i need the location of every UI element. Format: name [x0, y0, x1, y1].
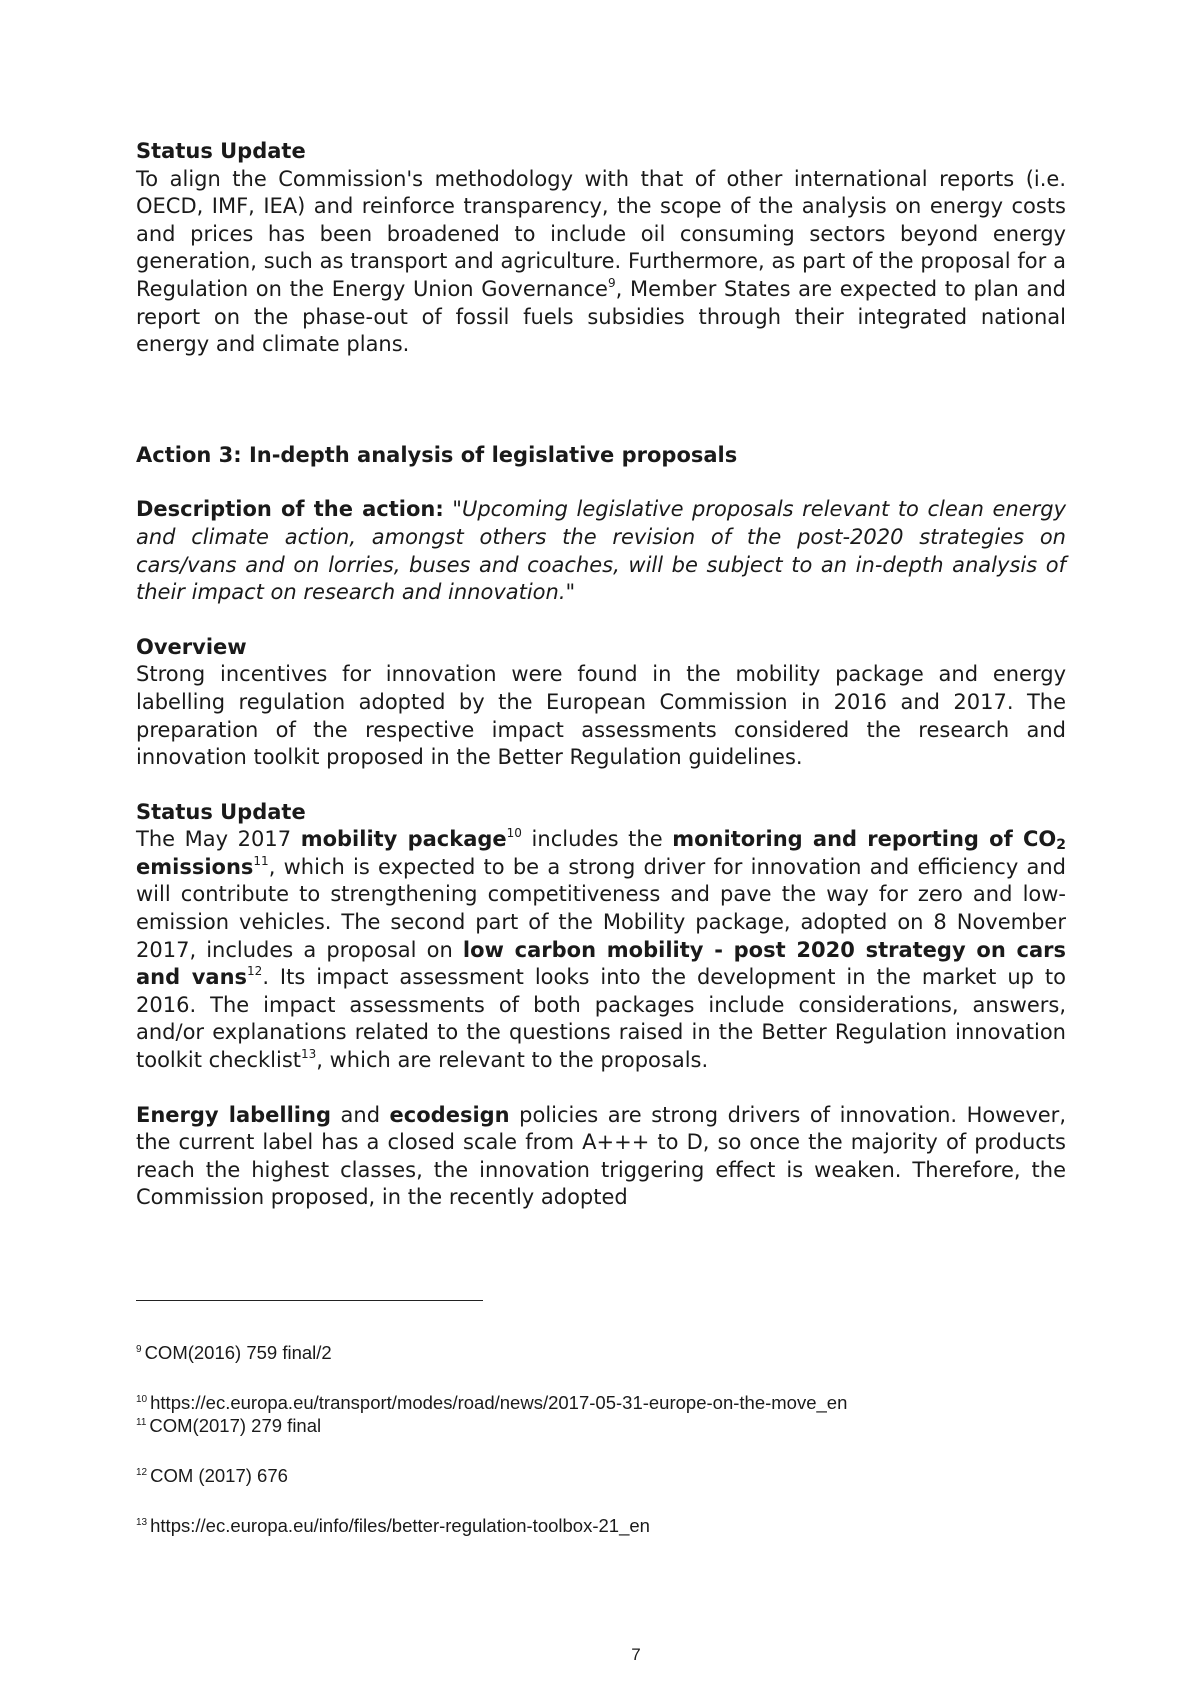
- footnote-12: $^{12}$ COM (2017) 676: [136, 1465, 288, 1486]
- footnotes: [136, 1341, 1066, 1537]
- action-description: [136, 496, 1066, 606]
- footnote-13-link[interactable]: https://ec.europa.eu/info/files/better-regulation-toolbox-21_en: [150, 1515, 650, 1536]
- footnote-10: $^{10}$ https://ec.europa.eu/transport/modes/road/news/2017-05-31-europe-on-the-move_en: [136, 1392, 848, 1413]
- overview-heading: Overview: [136, 634, 247, 659]
- ecodesign-term: ecodesign: [389, 1102, 510, 1127]
- mobility-package-term: mobility package: [300, 827, 507, 852]
- status-update-heading: Status Update: [136, 139, 306, 163]
- document-body: [136, 138, 1066, 1212]
- description-label: Description of the action:: [136, 497, 444, 522]
- page-number: 7: [631, 1645, 641, 1664]
- status-update-paragraph-2: The May 2017 mobility package$^{10}$ includes the monitoring and reporting of $CO_2$ emissions$^{11}$, which is expected to be a strong driver for innovation and efficiency and will contribute to strengthening competitiveness and pave the way for zero and low-emission vehicles. The second part of the Mobility package, adopted on 8 November 2017, includes a proposal on low carbon mobility - post 2020 strategy on cars and vans$^{12}$. Its impact assessment looks into the development in the market up to 2016. The impact assessments of both packages include considerations, answers, and/or explanations related to the questions raised in the Better Regulation innovation toolkit checklist$^{13}$, which are relevant to the proposals.: [136, 826, 1066, 1073]
- energy-labelling-term: Energy labelling: [136, 1102, 331, 1127]
- footnote-11: $^{11}$ COM(2017) 279 final: [136, 1415, 322, 1436]
- footnote-9: $^9$ COM(2016) 759 final/2: [136, 1342, 332, 1363]
- footnote-ref-13[interactable]: 13: [301, 1047, 317, 1062]
- status-update-heading-2: Status Update: [136, 799, 306, 824]
- emissions-term: emissions: [136, 854, 254, 879]
- footnote-10-link[interactable]: https://ec.europa.eu/transport/modes/road/news/2017-05-31-europe-on-the-move_en: [150, 1392, 848, 1413]
- overview-paragraph: Strong incentives for innovation were found in the mobility package and energy labelling regulation adopted by the European Commission in 2016 and 2017. The preparation of the respective impact assessments considered the research and innovation toolkit proposed in the Better Regulation guidelines.: [136, 662, 1066, 770]
- action-3-title: Action 3: In-depth analysis of legislative proposals: [136, 442, 738, 467]
- co2-subscript: 2: [1056, 837, 1066, 854]
- energy-labelling-paragraph: Energy labelling and ecodesign policies are strong drivers of innovation. However, the current label has a closed scale from A+++ to D, so once the majority of products reach the highest classes, the innovation triggering effect is weaken. Therefore, the Commission proposed, in the recently adopted: [136, 1102, 1066, 1210]
- footnote-13: $^{13}$ https://ec.europa.eu/info/files/better-regulation-toolbox-21_en: [136, 1515, 650, 1536]
- footnote-ref-11[interactable]: 11: [253, 853, 269, 868]
- footnote-ref-10[interactable]: 10: [506, 826, 522, 841]
- status-update-paragraph: To align the Commission's methodology with that of other international reports (i.e. OECD, IMF, IEA) and reinforce transparency, the scope of the analysis on energy costs and prices has been broadened to include oil consuming sectors beyond energy generation, such as transport and agriculture. Furthermore, as part of the proposal for a Regulation on the Energy Union Governance$^9$, Member States are expected to plan and report on the phase-out of fossil fuels subsidies through their integrated national energy and climate plans.: [136, 166, 1066, 357]
- footnote-ref-12[interactable]: 12: [247, 964, 263, 979]
- footnote-ref-9[interactable]: 9: [607, 275, 616, 290]
- co2-term: monitoring and reporting of CO: [672, 827, 1057, 852]
- footnote-separator: [136, 1300, 483, 1301]
- description-text: "Upcoming legislative proposals relevant to clean energy and climate action, amongst others the revision of the post-2020 strategies on cars/vans and on lorries, buses and coaches, will be subject to an in-depth analysis of their impact on research and innovation.": [136, 497, 1066, 605]
- low-carbon-term: low carbon mobility - post 2020 strategy on cars and vans: [136, 937, 1066, 990]
